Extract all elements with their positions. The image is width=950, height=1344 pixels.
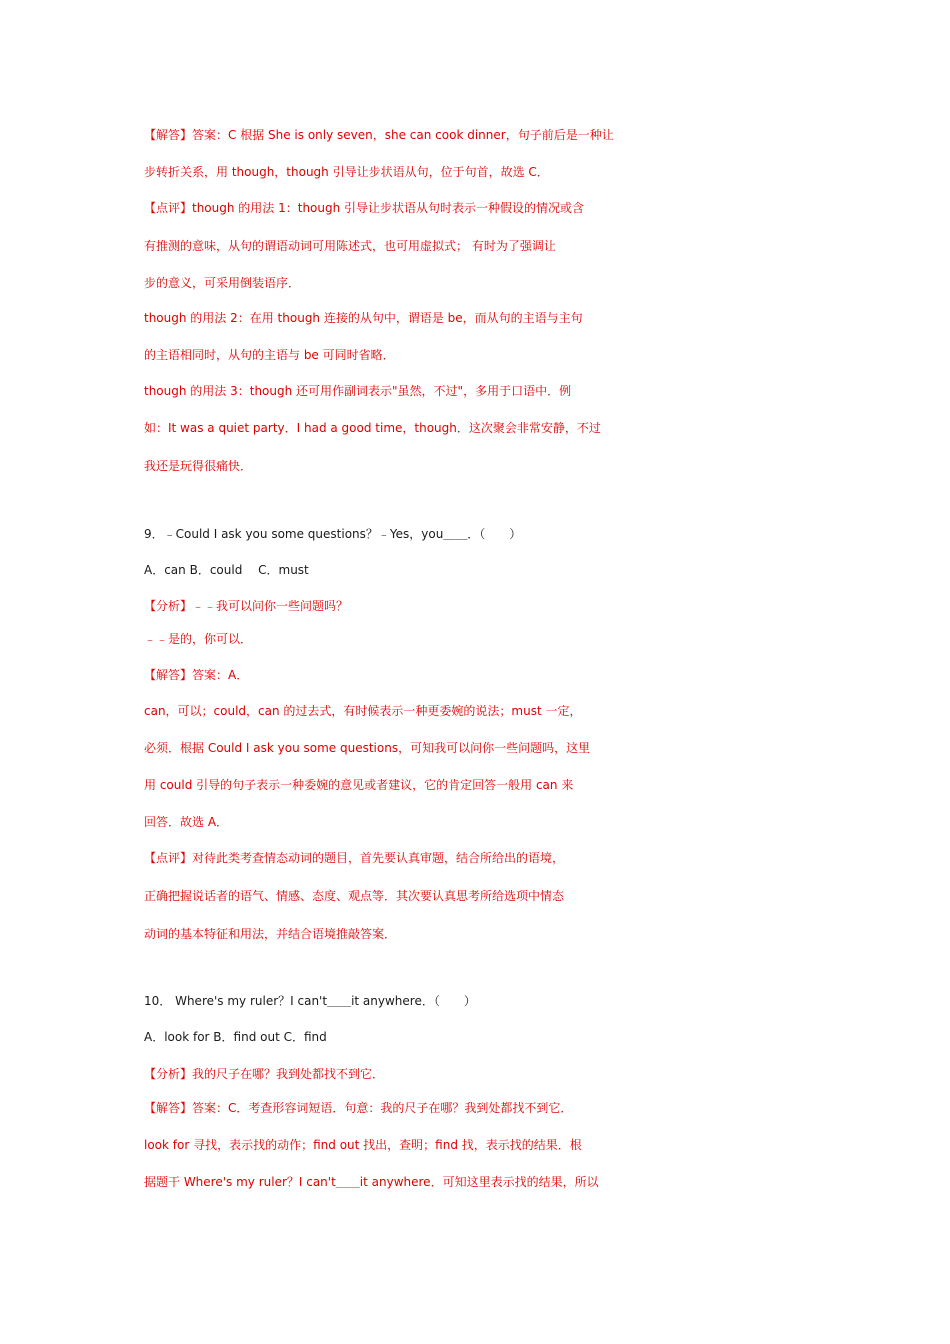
- comment-line: 如：It was a quiet party．I had a good time，though．这次聚会非常安静，不过: [144, 421, 601, 435]
- answer-line: 据题干 Where's my ruler？I can't＿＿it anywhere．可知这里表示找的结果，所以: [144, 1175, 599, 1189]
- comment-line: 【点评】though 的用法 1：though 引导让步状语从句时表示一种假设的情况或含: [144, 201, 585, 215]
- answer-line: 用 could 引导的句子表示一种委婉的意见或者建议，它的肯定回答一般用 can 来: [144, 778, 574, 792]
- answer-line: 【解答】答案：C 根据 She is only seven，she can cook dinner，句子前后是一种让: [144, 128, 614, 142]
- question-9-stem: 9．﹣Could I ask you some questions？﹣Yes，you＿＿．（ ）: [144, 527, 522, 541]
- answer-line: 步转折关系，用 though，though 引导让步状语从句，位于句首，故选 C．: [144, 165, 549, 179]
- comment-line: though 的用法 2：在用 though 连接的从句中，谓语是 be，而从句的主语与主句: [144, 311, 583, 325]
- question-10-options: A．look for B．find out C．find: [144, 1030, 327, 1044]
- answer-line: 必须．根据 Could I ask you some questions，可知我可以问你一些问题吗，这里: [144, 741, 591, 755]
- question-10-stem: 10． Where's my ruler？I can't＿＿it anywhere．（ ）: [144, 994, 476, 1008]
- comment-line: 有推测的意味，从句的谓语动词可用陈述式，也可用虚拟式； 有时为了强调让: [144, 239, 556, 253]
- comment-line: 动词的基本特征和用法，并结合语境推敲答案．: [144, 927, 397, 941]
- answer-line: look for 寻找，表示找的动作；find out 找出，查明；find 找，表示找的结果．根: [144, 1138, 582, 1152]
- comment-line: 【点评】对待此类考查情态动词的题目，首先要认真审题，结合所给出的语境，: [144, 851, 565, 865]
- comment-line: 的主语相同时，从句的主语与 be 可同时省略．: [144, 348, 395, 362]
- comment-line: though 的用法 3：though 还可用作副词表示"虽然，不过"，多用于口语中．例: [144, 384, 572, 398]
- analysis-line: 【分析】﹣﹣我可以问你一些问题吗？: [144, 599, 349, 613]
- answer-line: 【解答】答案：C．考查形容词短语．句意：我的尺子在哪？我到处都找不到它．: [144, 1101, 573, 1115]
- comment-line: 步的意义，可采用倒装语序．: [144, 276, 301, 290]
- analysis-line: 【分析】我的尺子在哪？我到处都找不到它．: [144, 1067, 385, 1081]
- analysis-line: ﹣﹣是的，你可以．: [144, 632, 253, 646]
- answer-line: can，可以；could，can 的过去式，有时候表示一种更委婉的说法；must 一定，: [144, 704, 582, 718]
- comment-line: 正确把握说话者的语气、情感、态度、观点等．其次要认真思考所给选项中情态: [144, 889, 565, 903]
- comment-line: 我还是玩得很痛快．: [144, 459, 253, 473]
- answer-line: 【解答】答案：A．: [144, 668, 249, 682]
- answer-line: 回答．故选 A．: [144, 815, 229, 829]
- question-9-options: A．can B．could C．must: [144, 563, 309, 577]
